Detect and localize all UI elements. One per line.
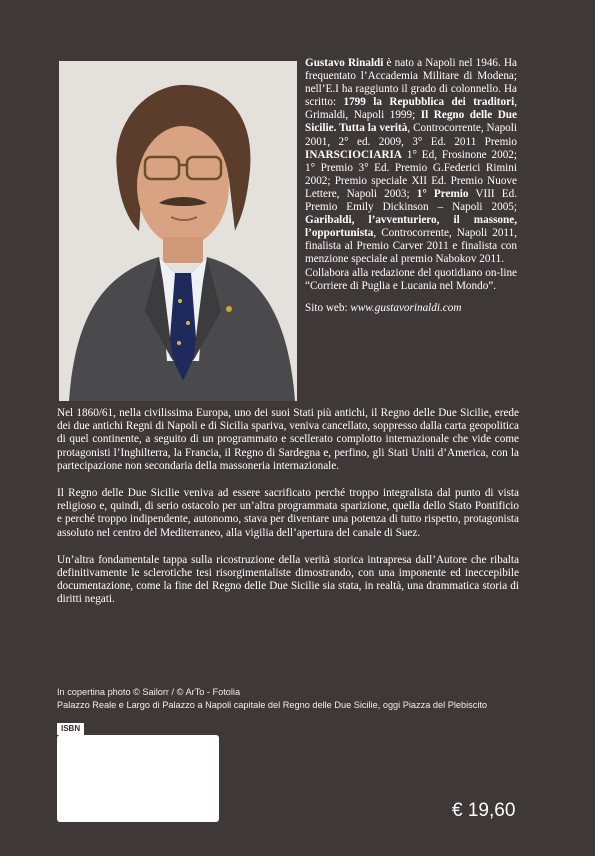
award-primo-premio: 1° Premio <box>416 187 469 200</box>
synopsis-paragraph-1: Nel 1860/61, nella civilissima Europa, uno dei suoi Stati più antichi, il Regno delle Due Sicilie, erede dei due antichi Regni di Napoli e di Sicilia spariva, veniva cancellato, soppresso dalla carta geopolitica di quel continente, a seguito di un programmato e scellerato complotto internazionale che vide come protagonisti l’Inghilterra, la Francia, il Regno di Sardegna e, perfino, gli Stati Uniti d’America, con la partecipazione non secondaria della massoneria internazionale. <box>57 407 519 472</box>
isbn-barcode-box <box>57 735 219 822</box>
credits-line-1: In copertina photo © Sailorr / © ArTo - Fotolia <box>57 687 241 697</box>
author-portrait-image <box>59 61 297 401</box>
bio-intro: è nato a Napoli nel 1946. Ha frequentato l’Accademia Militare di Modena; nell’E.I ha raggiunto il grado di colonnello. Ha scritto: <box>305 57 517 109</box>
website-link[interactable]: www.gustavorinaldi.com <box>350 301 462 314</box>
book-title-1799: 1799 la Repubblica dei traditori <box>343 96 515 109</box>
author-photo <box>59 61 297 401</box>
bio-text: , Grimaldi, Napoli 1999; <box>305 96 517 122</box>
synopsis-paragraph-3: Un’altra fondamentale tappa sulla ricostruzione della verità storica intrapresa dall’Autore che ribalta definitivamente le sclerotiche tesi risorgimentaliste dimostrando, con una imponente ed ineccepibile documentazione, come la fine del Regno delle Due Sicilie sia stata, in realtà, una drammatica storia di diritti negati. <box>57 553 519 606</box>
bio-text: , Controcorrente, Napoli 2011, finalista al Premio Carver 2011 e finalista con menzione speciale al premio Nabokov 2011. <box>305 227 517 266</box>
bio-text: VIII Ed. Premio Emily Dickinson – Napoli 2005; <box>305 187 517 214</box>
author-bio-paragraph <box>305 57 517 267</box>
synopsis-paragraph-2: Il Regno delle Due Sicilie veniva ad essere sacrificato perché troppo integralista dal punto di vista religioso e, quindi, di serio ostacolo per un’altra programmata sparizione, quella dello Stato Pontificio e perché troppo indipendente, autonomo, stava per diventare una potenza di tutto rispetto, protagonista assoluto nel centro del Mediterraneo, alla vigilia dell’apertura del canale di Suez. <box>57 487 519 539</box>
book-title-garibaldi: Garibaldi, l’avventuriero, il massone, l’opportunista <box>305 214 517 240</box>
website-label: Sito web: <box>305 301 351 314</box>
isbn-label: ISBN <box>57 723 84 735</box>
synopsis <box>57 407 519 621</box>
price: € 19,60 <box>452 800 516 821</box>
bio-text: , Controcorrente, Napoli 2001, 2° ed. 2009, 3° Ed. 2011 Premio <box>305 122 517 148</box>
author-name: Gustavo Rinaldi <box>305 57 384 69</box>
website-line <box>305 302 517 315</box>
author-bio <box>305 57 517 315</box>
award-inarsciociaria: INARSCIOCIARIA <box>305 148 402 161</box>
bio-text: 1° Ed, Frosinone 2002; 1° Premio 3° Ed. Premio G.Federici Rimini 2002; Premio speciale XII Ed. Premio Nuove Lettere, Napoli 2003; <box>305 148 517 200</box>
credits-line-2: Palazzo Reale e Largo di Palazzo a Napoli capitale del Regno delle Due Sicilie, oggi Piazza del Plebiscito <box>57 699 488 710</box>
book-title-regno: Il Regno delle Due Sicilie. Tutta la verità <box>305 109 517 135</box>
photo-credits <box>57 686 527 711</box>
bio-collabora: Collabora alla redazione del quotidiano on-line “Corriere di Puglia e Lucania nel Mondo”. <box>305 266 517 292</box>
